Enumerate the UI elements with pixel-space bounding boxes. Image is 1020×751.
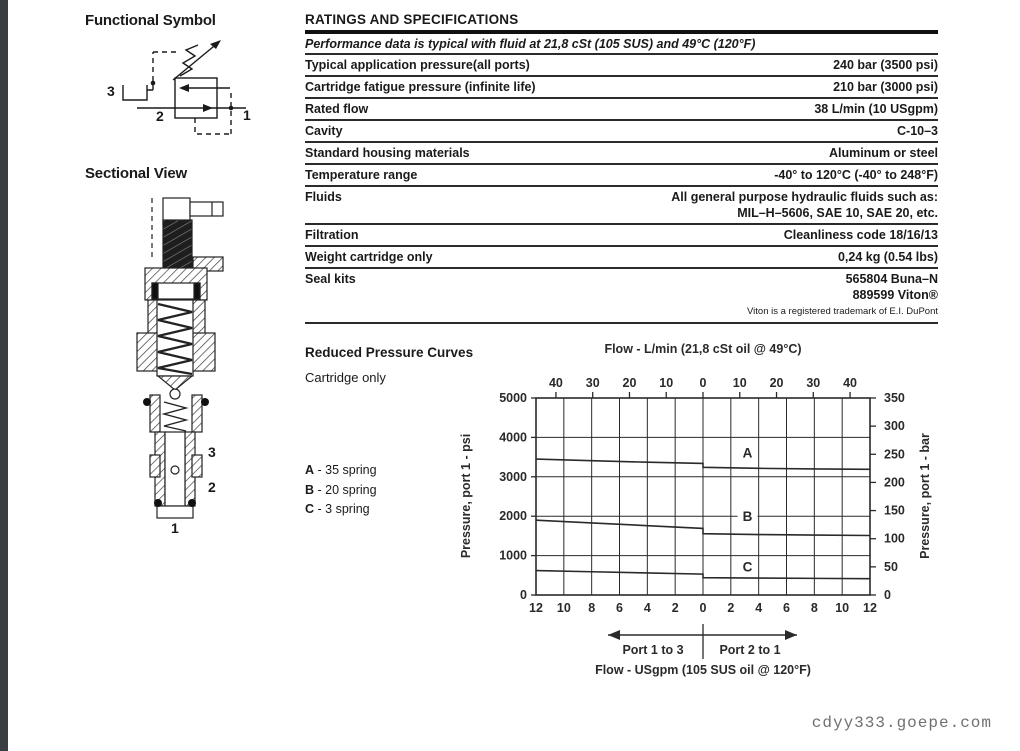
ratings-title: RATINGS AND SPECIFICATIONS bbox=[305, 12, 519, 27]
ball bbox=[170, 389, 180, 399]
top-tick-label: 20 bbox=[769, 376, 784, 390]
flow-arrowhead bbox=[203, 104, 213, 112]
port1-label: 1 bbox=[243, 107, 251, 123]
spec-value: 0,24 kg (0.54 lbs) bbox=[837, 250, 938, 264]
spec-value: Aluminum or steel bbox=[828, 146, 938, 160]
left-tick-label: 1000 bbox=[499, 548, 527, 563]
section-port2-label: 2 bbox=[208, 479, 216, 495]
right-tick-label: 0 bbox=[884, 588, 891, 602]
right-tick-label: 150 bbox=[884, 503, 905, 518]
port-1-to-3-label: Port 1 to 3 bbox=[622, 643, 684, 657]
spec-value-line: MIL–H–5606, SAE 10, SAE 20, etc. bbox=[737, 206, 938, 220]
spring-seat bbox=[158, 376, 192, 390]
spec-row bbox=[305, 143, 938, 165]
top-tick-label: 30 bbox=[585, 376, 600, 390]
top-tick-label: 10 bbox=[659, 376, 674, 390]
spec-label: Weight cartridge only bbox=[305, 250, 433, 264]
curves-subheading: Cartridge only bbox=[305, 370, 386, 385]
spec-label: Rated flow bbox=[305, 102, 369, 116]
spec-label: Typical application pressure(all ports) bbox=[305, 58, 530, 72]
viton-trademark-note: Viton is a registered trademark of E.I. DuPont bbox=[747, 306, 938, 317]
curves-heading: Reduced Pressure Curves bbox=[305, 345, 474, 360]
bottom-tick-label: 0 bbox=[699, 601, 707, 615]
legend-desc: - 3 spring bbox=[317, 502, 370, 516]
top-tick-label: 10 bbox=[732, 376, 747, 390]
spec-label: Temperature range bbox=[305, 168, 418, 182]
right-tick-label: 50 bbox=[884, 559, 898, 574]
spec-value: 38 L/min (10 USgpm) bbox=[814, 102, 938, 116]
watermark: cdyy333.goepe.com bbox=[811, 714, 992, 732]
sectional-view-drawing bbox=[122, 188, 262, 538]
top-tick-label: 40 bbox=[843, 376, 858, 390]
bottom-tick-label: 4 bbox=[755, 601, 763, 615]
page-edge-strip bbox=[0, 0, 8, 751]
arrowhead-right bbox=[785, 630, 797, 640]
nose-cap bbox=[157, 506, 193, 518]
functional-symbol-drawing bbox=[88, 38, 273, 150]
right-tick-label: 300 bbox=[884, 419, 905, 434]
spec-row bbox=[305, 77, 938, 99]
legend-item bbox=[305, 500, 377, 520]
bottom-tick-label: 6 bbox=[783, 601, 790, 615]
spec-row bbox=[305, 269, 938, 324]
right-tick-label: 100 bbox=[884, 531, 905, 546]
spec-label: Seal kits bbox=[305, 272, 356, 286]
top-tick-label: 20 bbox=[622, 376, 637, 390]
spec-value bbox=[671, 189, 938, 221]
bottom-tick-label: 12 bbox=[863, 601, 877, 615]
ratings-table bbox=[305, 12, 938, 324]
left-axis-title: Pressure, port 1 - psi bbox=[459, 433, 473, 559]
spring-legend bbox=[305, 461, 377, 520]
spec-value: -40° to 120°C (-40° to 248°F) bbox=[774, 168, 938, 182]
bottom-tick-label: 2 bbox=[727, 601, 735, 615]
spec-value: Cleanliness code 18/16/13 bbox=[783, 228, 938, 242]
right-tick-label: 350 bbox=[884, 391, 905, 405]
legend-key: B bbox=[305, 482, 315, 497]
left-tick-label: 5000 bbox=[499, 391, 527, 405]
spec-label: Filtration bbox=[305, 228, 359, 242]
left-tick-label: 4000 bbox=[499, 430, 527, 445]
top-tick-label: 40 bbox=[548, 376, 563, 390]
spec-value-line: All general purpose hydraulic fluids such as: bbox=[671, 190, 938, 204]
sectional-view-heading: Sectional View bbox=[85, 165, 187, 182]
spec-value: 210 bar (3000 psi) bbox=[833, 80, 938, 94]
performance-note: Performance data is typical with fluid at 21,8 cSt (105 SUS) and 49°C (120°F) bbox=[305, 34, 938, 55]
functional-symbol-heading: Functional Symbol bbox=[85, 12, 216, 29]
spec-label: Cavity bbox=[305, 124, 343, 138]
arrowhead-left bbox=[608, 630, 620, 640]
junction-dot bbox=[229, 106, 234, 111]
top-tick-label: 30 bbox=[806, 376, 821, 390]
bottom-tick-label: 4 bbox=[643, 601, 651, 615]
spec-row bbox=[305, 99, 938, 121]
port2-label: 2 bbox=[156, 108, 164, 124]
spec-value: 240 bar (3500 psi) bbox=[833, 58, 938, 72]
port3-symbol bbox=[123, 85, 147, 100]
left-tick-label: 3000 bbox=[499, 469, 527, 484]
spec-label: Fluids bbox=[305, 190, 342, 204]
spec-value-line: 889599 Viton® bbox=[852, 288, 938, 302]
valve-box bbox=[175, 78, 217, 118]
top-tick-label: 0 bbox=[699, 376, 707, 390]
curve-label-C: C bbox=[742, 559, 753, 575]
spec-row bbox=[305, 187, 938, 225]
bottom-tick-label: 8 bbox=[810, 601, 818, 615]
bottom-tick-label: 2 bbox=[671, 601, 679, 615]
legend-desc: - 35 spring bbox=[317, 463, 377, 477]
port3-label: 3 bbox=[107, 83, 115, 99]
spec-row bbox=[305, 247, 938, 269]
spec-row bbox=[305, 55, 938, 77]
spec-row bbox=[305, 165, 938, 187]
pressure-curves-chart bbox=[430, 336, 950, 686]
o-ring bbox=[201, 398, 209, 406]
bottom-tick-label: 10 bbox=[556, 601, 571, 615]
section-port1-label: 1 bbox=[171, 520, 179, 536]
port-2-to-1-label: Port 2 to 1 bbox=[719, 643, 781, 657]
left-tick-label: 0 bbox=[520, 588, 527, 602]
top-axis-title: Flow - L/min (21,8 cSt oil @ 49°C) bbox=[604, 342, 802, 356]
right-tick-label: 250 bbox=[884, 447, 905, 462]
bottom-tick-label: 8 bbox=[588, 601, 596, 615]
right-tick-label: 200 bbox=[884, 475, 905, 490]
right-axis-title: Pressure, port 1 - bar bbox=[918, 433, 932, 559]
bottom-tick-label: 6 bbox=[616, 601, 623, 615]
spec-row bbox=[305, 225, 938, 247]
inner-spring bbox=[164, 402, 186, 431]
spec-value-line: 565804 Buna–N bbox=[845, 272, 938, 286]
legend-key: A bbox=[305, 463, 315, 477]
seal bbox=[154, 499, 162, 507]
spec-label: Standard housing materials bbox=[305, 146, 470, 160]
left-tick-label: 2000 bbox=[499, 509, 527, 524]
bottom-axis-title: Flow - USgpm (105 SUS oil @ 120°F) bbox=[595, 663, 811, 677]
top-arrowhead bbox=[179, 84, 189, 92]
curve-label-A: A bbox=[742, 445, 753, 461]
curve-label-B: B bbox=[742, 508, 753, 524]
section-port3-label: 3 bbox=[208, 444, 216, 460]
junction-dot bbox=[151, 81, 156, 86]
bottom-tick-label: 10 bbox=[835, 601, 850, 615]
legend-item bbox=[305, 461, 377, 481]
spec-value bbox=[747, 271, 938, 320]
legend-desc: - 20 spring bbox=[317, 482, 377, 497]
o-ring bbox=[143, 398, 151, 406]
legend-item bbox=[305, 481, 377, 501]
seal bbox=[188, 499, 196, 507]
legend-key: C bbox=[305, 502, 315, 516]
spec-row bbox=[305, 121, 938, 143]
spec-value: C-10–3 bbox=[897, 124, 938, 138]
spec-label: Cartridge fatigue pressure (infinite life) bbox=[305, 80, 536, 94]
bottom-tick-label: 12 bbox=[529, 601, 543, 615]
